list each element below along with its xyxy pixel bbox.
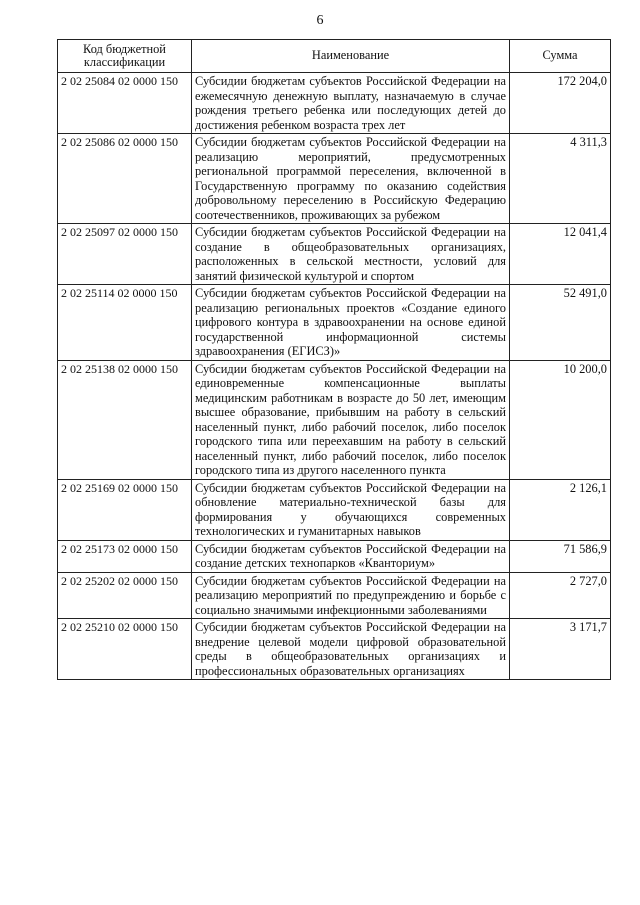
amount-cell: 10 200,0 bbox=[510, 360, 611, 479]
table-row bbox=[58, 572, 611, 619]
description-cell: Субсидии бюджетам субъектов Российской Федерации на единовременные компенсационные выплаты медицинским работникам в возрасте до 50 лет, имеющим высшее образование, прибывшим на работу в сельский населенный пункт, либо рабочий поселок, либо поселок городского типа или переехавшим на работу в сельский населенный пункт, либо рабочий поселок, либо поселок городского типа из другого населенного пункта bbox=[192, 360, 510, 479]
description-cell: Субсидии бюджетам субъектов Российской Федерации на реализацию региональных проектов «Создание единого цифрового контура в здравоохранении на основе единой государственной информационной системы здравоохранения (ЕГИСЗ)» bbox=[192, 285, 510, 361]
description-cell: Субсидии бюджетам субъектов Российской Федерации на обновление материально-технической базы для формирования у обучающихся современных технологических и гуманитарных навыков bbox=[192, 479, 510, 540]
budget-code-cell: 2 02 25086 02 0000 150 bbox=[58, 134, 192, 224]
header-sum: Сумма bbox=[510, 40, 611, 73]
table-row bbox=[58, 134, 611, 224]
amount-cell: 2 126,1 bbox=[510, 479, 611, 540]
budget-code-cell: 2 02 25210 02 0000 150 bbox=[58, 619, 192, 680]
amount-cell: 71 586,9 bbox=[510, 540, 611, 572]
amount-cell: 3 171,7 bbox=[510, 619, 611, 680]
table-row bbox=[58, 619, 611, 680]
amount-cell: 172 204,0 bbox=[510, 73, 611, 134]
amount-cell: 2 727,0 bbox=[510, 572, 611, 619]
description-cell: Субсидии бюджетам субъектов Российской Федерации на внедрение целевой модели цифровой образовательной среды в общеобразовательных организациях и профессиональных образовательных организациях bbox=[192, 619, 510, 680]
description-cell: Субсидии бюджетам субъектов Российской Федерации на ежемесячную денежную выплату, назначаемую в случае рождения третьего ребенка или последующих детей до достижения ребенком возраста трех лет bbox=[192, 73, 510, 134]
description-cell: Субсидии бюджетам субъектов Российской Федерации на реализацию мероприятий по предупреждению и борьбе с социально значимыми инфекционными заболеваниями bbox=[192, 572, 510, 619]
budget-code-cell: 2 02 25169 02 0000 150 bbox=[58, 479, 192, 540]
table-row bbox=[58, 73, 611, 134]
budget-code-cell: 2 02 25114 02 0000 150 bbox=[58, 285, 192, 361]
table-header-row bbox=[58, 40, 611, 73]
table-row bbox=[58, 540, 611, 572]
budget-code-cell: 2 02 25202 02 0000 150 bbox=[58, 572, 192, 619]
budget-code-cell: 2 02 25084 02 0000 150 bbox=[58, 73, 192, 134]
table-row bbox=[58, 479, 611, 540]
header-code: Код бюджетной классификации bbox=[58, 40, 192, 73]
budget-code-cell: 2 02 25173 02 0000 150 bbox=[58, 540, 192, 572]
description-cell: Субсидии бюджетам субъектов Российской Федерации на создание в общеобразовательных организациях, расположенных в сельской местности, условий для занятий физической культурой и спортом bbox=[192, 224, 510, 285]
description-cell: Субсидии бюджетам субъектов Российской Федерации на создание детских технопарков «Кванториум» bbox=[192, 540, 510, 572]
budget-code-cell: 2 02 25138 02 0000 150 bbox=[58, 360, 192, 479]
budget-code-cell: 2 02 25097 02 0000 150 bbox=[58, 224, 192, 285]
amount-cell: 52 491,0 bbox=[510, 285, 611, 361]
page-number: 6 bbox=[316, 13, 324, 28]
table-row bbox=[58, 360, 611, 479]
header-name: Наименование bbox=[192, 40, 510, 73]
table-row bbox=[58, 224, 611, 285]
table-row bbox=[58, 285, 611, 361]
description-cell: Субсидии бюджетам субъектов Российской Федерации на реализацию мероприятий, предусмотренных региональной программой переселения, включенной в Государственную программу по оказанию содействия добровольному переселению в Российскую Федерацию соотечественников, проживающих за рубежом bbox=[192, 134, 510, 224]
amount-cell: 4 311,3 bbox=[510, 134, 611, 224]
amount-cell: 12 041,4 bbox=[510, 224, 611, 285]
budget-table bbox=[57, 39, 611, 680]
